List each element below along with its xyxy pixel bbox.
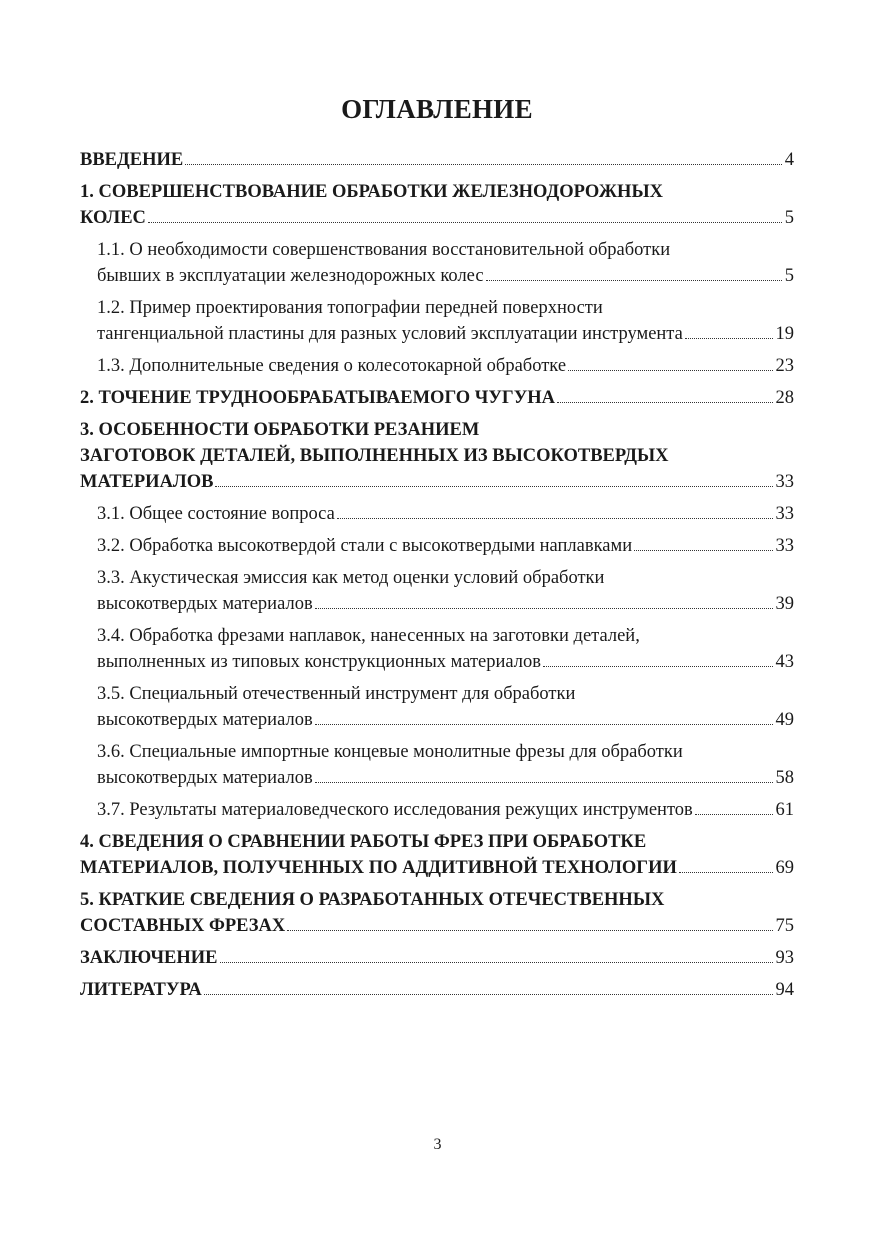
toc-entry-final-line xyxy=(97,707,794,733)
page-title: ОГЛАВЛЕНИЕ xyxy=(341,94,533,124)
toc-entry-title-line: МАТЕРИАЛОВ, ПОЛУЧЕННЫХ ПО АДДИТИВНОЙ ТЕХНОЛОГИИ xyxy=(80,858,677,878)
dot-leader xyxy=(220,962,773,963)
toc-entry-final-line xyxy=(80,977,794,1003)
toc-chapter-entry[interactable] xyxy=(80,417,794,495)
toc-entry-title-line: 1. СОВЕРШЕНСТВОВАНИЕ ОБРАБОТКИ ЖЕЛЕЗНОДОРОЖНЫХ xyxy=(80,182,663,202)
toc-section-entry[interactable] xyxy=(80,295,794,347)
toc-entry-title-line: тангенциальной пластины для разных условий эксплуатации инструмента xyxy=(97,324,683,344)
dot-leader xyxy=(486,280,782,281)
toc-entry-title-line: 1.1. О необходимости совершенствования восстановительной обработки xyxy=(97,240,671,260)
toc-entry-title-line: 3.7. Результаты материаловедческого исследования режущих инструментов xyxy=(97,800,693,820)
toc-entry-final-line xyxy=(80,147,794,173)
toc-page-number: 93 xyxy=(775,948,794,968)
toc-entry-final-line xyxy=(80,913,794,939)
toc-page-number: 33 xyxy=(775,472,794,492)
toc-page-number: 94 xyxy=(775,980,794,1000)
toc-entry-title-line: 3.1. Общее состояние вопроса xyxy=(97,504,335,524)
toc-entry-final-line xyxy=(97,263,794,289)
toc-section-entry[interactable] xyxy=(80,353,794,379)
dot-leader xyxy=(185,164,782,165)
toc-entry-title-line: 3.6. Специальные импортные концевые монолитные фрезы для обработки xyxy=(97,742,683,762)
toc-chapter-entry[interactable] xyxy=(80,887,794,939)
toc-entry-title-line: высокотвердых материалов xyxy=(97,594,313,614)
toc-entry-final-line xyxy=(97,321,794,347)
toc-chapter-entry[interactable] xyxy=(80,977,794,1003)
toc-entry-final-line xyxy=(97,501,794,527)
dot-leader xyxy=(695,814,773,815)
toc-entry-title-line: ЗАГОТОВОК ДЕТАЛЕЙ, ВЫПОЛНЕННЫХ ИЗ ВЫСОКОТВЕРДЫХ xyxy=(80,446,669,466)
toc-entry-title-line: 3.3. Акустическая эмиссия как метод оценки условий обработки xyxy=(97,568,605,588)
toc-entry-title-line: 2. ТОЧЕНИЕ ТРУДНООБРАБАТЫВАЕМОГО ЧУГУНА xyxy=(80,388,556,408)
toc-entry-title-line: ЛИТЕРАТУРА xyxy=(80,980,202,1000)
toc-section-entry[interactable] xyxy=(80,797,794,823)
toc-page-number: 23 xyxy=(775,356,794,376)
toc-entry-title-line: МАТЕРИАЛОВ xyxy=(80,472,214,492)
toc-entry-final-line xyxy=(97,533,794,559)
toc-entry-title-line: СОСТАВНЫХ ФРЕЗАХ xyxy=(80,916,286,936)
toc-entry-final-line xyxy=(80,385,794,411)
dot-leader xyxy=(315,608,773,609)
toc-chapter-entry[interactable] xyxy=(80,945,794,971)
toc-section-entry[interactable] xyxy=(80,565,794,617)
toc-page-number: 33 xyxy=(775,504,794,524)
dot-leader xyxy=(315,782,773,783)
dot-leader xyxy=(634,550,772,551)
toc-entry-final-line xyxy=(80,469,794,495)
dot-leader xyxy=(215,486,772,487)
toc-page-number: 4 xyxy=(784,150,794,170)
dot-leader xyxy=(315,724,773,725)
toc-entry-final-line xyxy=(97,649,794,675)
dot-leader xyxy=(287,930,772,931)
toc-entry-final-line xyxy=(80,855,794,881)
toc-entry-title-line: 5. КРАТКИЕ СВЕДЕНИЯ О РАЗРАБОТАННЫХ ОТЕЧЕСТВЕННЫХ xyxy=(80,890,665,910)
toc-section-entry[interactable] xyxy=(80,533,794,559)
toc-chapter-entry[interactable] xyxy=(80,829,794,881)
toc-entry-title-line: высокотвердых материалов xyxy=(97,710,313,730)
toc-page-number: 39 xyxy=(775,594,794,614)
toc-entry-final-line xyxy=(97,765,794,791)
toc-entry-title-line: 3.4. Обработка фрезами наплавок, нанесенных на заготовки деталей, xyxy=(97,626,640,646)
toc-chapter-entry[interactable] xyxy=(80,179,794,231)
toc-entry-final-line xyxy=(80,945,794,971)
toc-section-entry[interactable] xyxy=(80,501,794,527)
dot-leader xyxy=(679,872,773,873)
toc-section-entry[interactable] xyxy=(80,237,794,289)
toc-page-number: 28 xyxy=(775,388,794,408)
toc-entry-title-line: ЗАКЛЮЧЕНИЕ xyxy=(80,948,218,968)
toc-entry-title-line: высокотвердых материалов xyxy=(97,768,313,788)
document-page xyxy=(80,0,794,1009)
toc-section-entry[interactable] xyxy=(80,623,794,675)
toc-entry-final-line xyxy=(97,797,794,823)
toc-page-number: 5 xyxy=(784,208,794,228)
toc-page-number: 5 xyxy=(784,266,794,286)
toc-chapter-entry[interactable] xyxy=(80,385,794,411)
dot-leader xyxy=(543,666,773,667)
toc-entry-title-line: 4. СВЕДЕНИЯ О СРАВНЕНИИ РАБОТЫ ФРЕЗ ПРИ ОБРАБОТКЕ xyxy=(80,832,647,852)
toc-entry-title-line: 3.2. Обработка высокотвердой стали с высокотвердыми наплавками xyxy=(97,536,633,556)
toc-entry-title-line: 1.2. Пример проектирования топографии передней поверхности xyxy=(97,298,603,318)
toc-list xyxy=(80,147,794,1003)
dot-leader xyxy=(337,518,773,519)
dot-leader xyxy=(148,222,782,223)
toc-page-number: 49 xyxy=(775,710,794,730)
toc-page-number: 58 xyxy=(775,768,794,788)
toc-page-number: 33 xyxy=(775,536,794,556)
toc-page-number: 61 xyxy=(775,800,794,820)
toc-section-entry[interactable] xyxy=(80,739,794,791)
toc-chapter-entry[interactable] xyxy=(80,147,794,173)
dot-leader xyxy=(685,338,773,339)
toc-page-number: 75 xyxy=(775,916,794,936)
dot-leader xyxy=(204,994,773,995)
page-number: 3 xyxy=(433,1136,442,1153)
toc-entry-final-line xyxy=(80,205,794,231)
toc-page-number: 43 xyxy=(775,652,794,672)
toc-entry-final-line xyxy=(97,353,794,379)
toc-page-number: 19 xyxy=(775,324,794,344)
toc-page-number: 69 xyxy=(775,858,794,878)
toc-entry-final-line xyxy=(97,591,794,617)
toc-entry-title-line: ВВЕДЕНИЕ xyxy=(80,150,184,170)
toc-section-entry[interactable] xyxy=(80,681,794,733)
toc-entry-title-line: КОЛЕС xyxy=(80,208,146,228)
toc-entry-title-line: 3.5. Специальный отечественный инструмент для обработки xyxy=(97,684,576,704)
dot-leader xyxy=(568,370,772,371)
toc-entry-title-line: бывших в эксплуатации железнодорожных колес xyxy=(97,266,484,286)
toc-entry-title-line: выполненных из типовых конструкционных материалов xyxy=(97,652,541,672)
toc-entry-title-line: 3. ОСОБЕННОСТИ ОБРАБОТКИ РЕЗАНИЕМ xyxy=(80,420,480,440)
dot-leader xyxy=(557,402,772,403)
toc-entry-title-line: 1.3. Дополнительные сведения о колесотокарной обработке xyxy=(97,356,567,376)
